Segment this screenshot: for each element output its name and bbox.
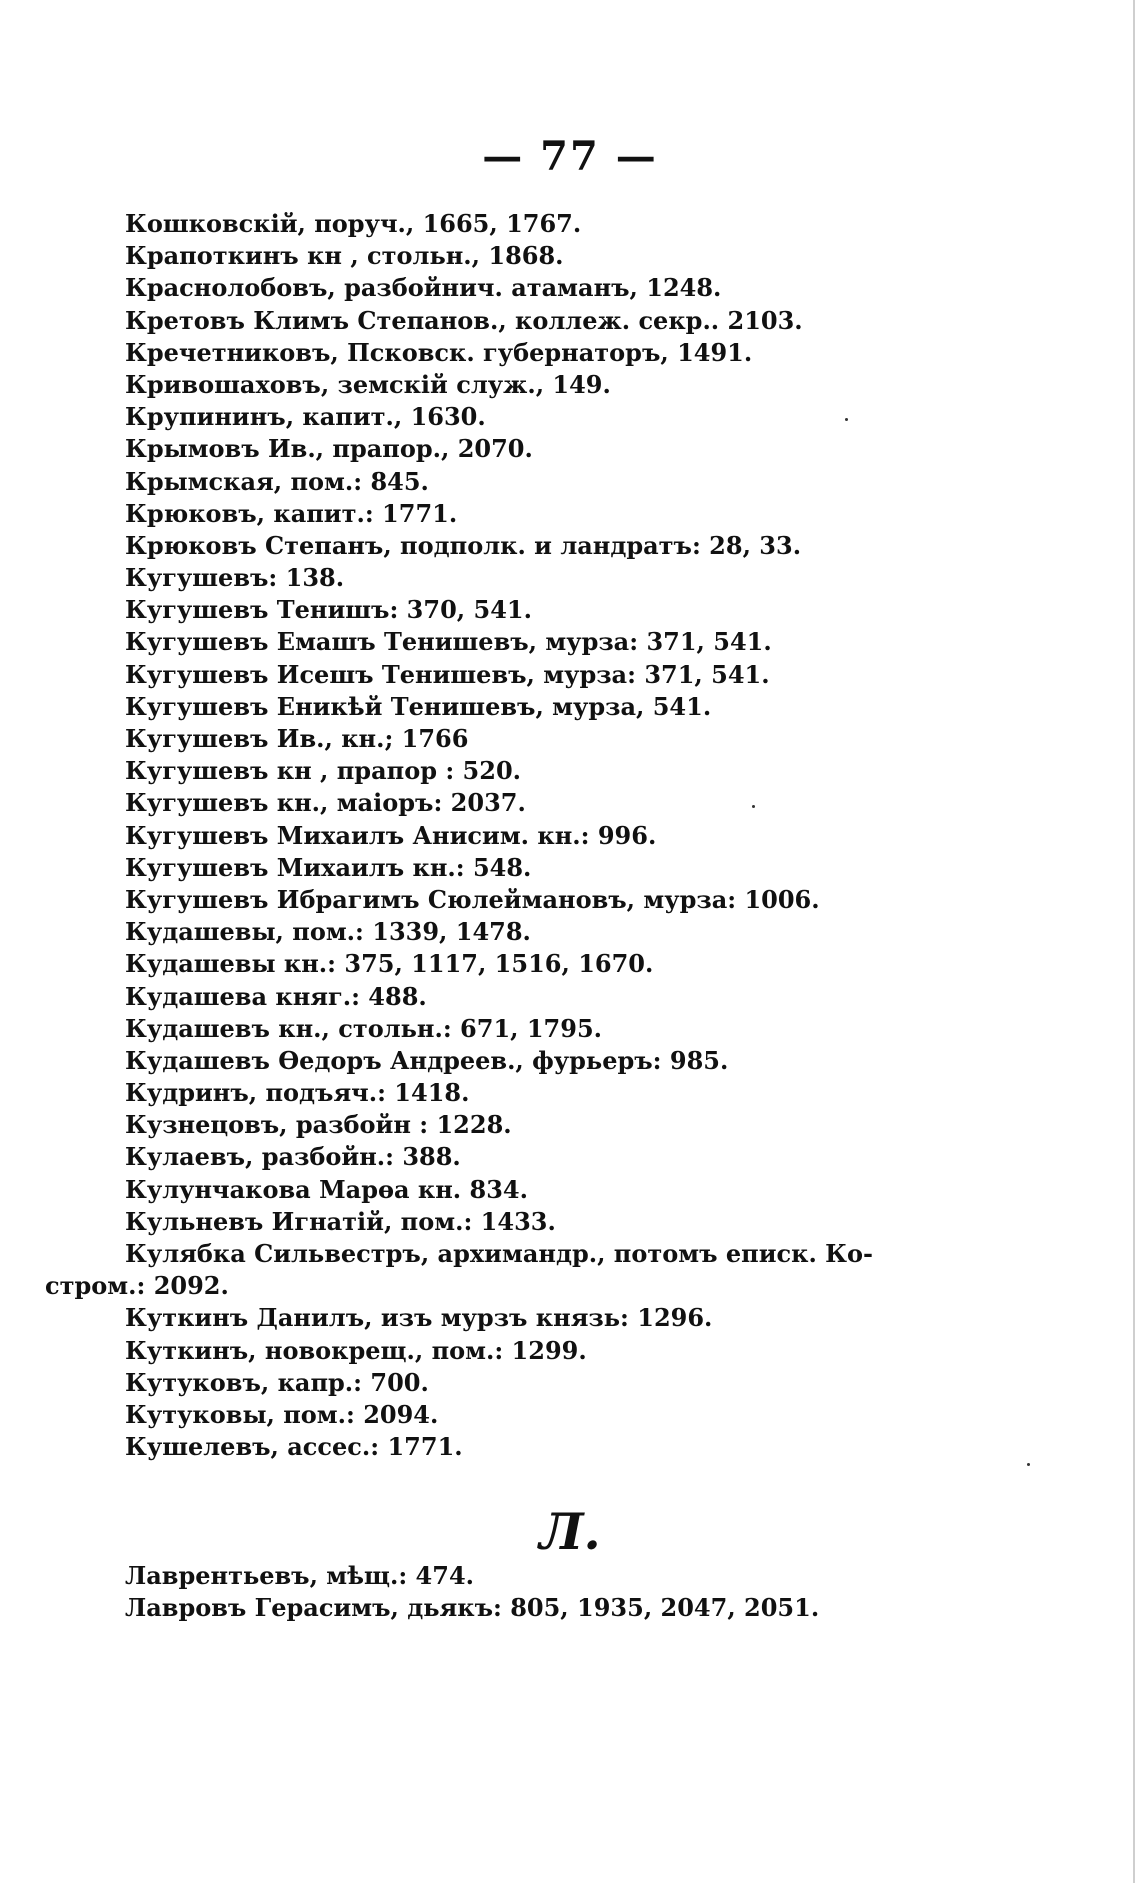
index-entry: Кудринъ, подъяч.: 1418. bbox=[125, 1078, 470, 1108]
index-entry: Кудашевы, пом.: 1339, 1478. bbox=[125, 917, 531, 947]
index-entry: Кретовъ Климъ Степанов., коллеж. секр.. 2103. bbox=[125, 305, 803, 335]
index-entry: Кудашева княг.: 488. bbox=[125, 981, 427, 1011]
index-entry: Кулунчакова Марөа кн. 834. bbox=[125, 1174, 528, 1204]
print-speck bbox=[845, 418, 848, 421]
index-entry: Кугушевъ Михаилъ кн.: 548. bbox=[125, 852, 532, 882]
index-entry-line1: Кулябка Сильвестръ, архимандр., потомъ еписк. Ко- bbox=[125, 1239, 873, 1268]
index-entry: Кугушевъ: 138. bbox=[125, 563, 345, 593]
index-entry: Крапоткинъ кн , стольн., 1868. bbox=[125, 241, 564, 271]
index-entry: Краснолобовъ, разбойнич. атаманъ, 1248. bbox=[125, 273, 722, 303]
index-entry: Крюковъ, капит.: 1771. bbox=[125, 498, 458, 528]
print-speck bbox=[1027, 1463, 1030, 1466]
index-entry: Крюковъ Степанъ, подполк. и ландратъ: 28, 33. bbox=[125, 530, 802, 560]
index-entry: Кушелевъ, ассес.: 1771. bbox=[125, 1432, 463, 1462]
index-entry: Крупининъ, капит., 1630. bbox=[125, 402, 486, 432]
index-entry: Лавровъ Герасимъ, дьякъ: 805, 1935, 2047, 2051. bbox=[125, 1593, 820, 1623]
index-entry: Кутуковъ, капр.: 700. bbox=[125, 1367, 429, 1397]
index-entry: Куткинъ, новокрещ., пом.: 1299. bbox=[125, 1335, 587, 1365]
index-entry: Кугушевъ Тенишъ: 370, 541. bbox=[125, 595, 532, 625]
index-entry: Кугушевъ Ибрагимъ Сюлеймановъ, мурза: 1006. bbox=[125, 884, 820, 914]
index-entry: Крымская, пом.: 845. bbox=[125, 466, 429, 496]
index-entry: Кулаевъ, разбойн.: 388. bbox=[125, 1142, 461, 1172]
index-entry: Кугушевъ Еникѣй Тенишевъ, мурза, 541. bbox=[125, 691, 712, 721]
index-entry: Кузнецовъ, разбойн : 1228. bbox=[125, 1110, 512, 1140]
index-entry: Кудашевы кн.: 375, 1117, 1516, 1670. bbox=[125, 949, 654, 979]
page-number: — 77 — bbox=[482, 133, 658, 180]
index-entry: Кугушевъ Михаилъ Анисим. кн.: 996. bbox=[125, 820, 657, 850]
index-entry: Крымовъ Ив., прапор., 2070. bbox=[125, 434, 533, 464]
index-entry-wrapped bbox=[45, 1238, 925, 1302]
print-speck bbox=[752, 805, 755, 808]
index-entry: Кугушевъ кн., маіоръ: 2037. bbox=[125, 788, 526, 818]
index-entry: Кутуковы, пом.: 2094. bbox=[125, 1399, 439, 1429]
index-entry-line2: стром.: 2092. bbox=[45, 1271, 229, 1301]
index-entry: Кречетниковъ, Псковск. губернаторъ, 1491. bbox=[125, 337, 753, 367]
index-list-k bbox=[45, 208, 925, 1463]
index-list-l bbox=[125, 1560, 925, 1624]
index-entry: Кугушевъ Исешъ Тенишевъ, мурза: 371, 541. bbox=[125, 659, 770, 689]
index-entry: Кудашевъ Өедоръ Андреев., фурьеръ: 985. bbox=[125, 1045, 729, 1075]
index-entry: Кошковскій, поруч., 1665, 1767. bbox=[125, 209, 582, 238]
index-entry: Кудашевъ кн., стольн.: 671, 1795. bbox=[125, 1013, 603, 1043]
index-entry: Кугушевъ Емашъ Тенишевъ, мурза: 371, 541. bbox=[125, 627, 772, 657]
index-entry: Кугушевъ кн , прапор : 520. bbox=[125, 756, 522, 786]
index-entry: Лаврентьевъ, мѣщ.: 474. bbox=[125, 1561, 475, 1590]
index-entry: Кульневъ Игнатій, пом.: 1433. bbox=[125, 1206, 556, 1236]
index-entry: Куткинъ Данилъ, изъ мурзъ князь: 1296. bbox=[125, 1303, 713, 1333]
section-heading-letter: Л. bbox=[539, 1502, 601, 1561]
index-entry: Кривошаховъ, земскій служ., 149. bbox=[125, 369, 611, 399]
page-edge-rule bbox=[1133, 0, 1135, 1883]
index-entry: Кугушевъ Ив., кн.; 1766 bbox=[125, 724, 469, 753]
